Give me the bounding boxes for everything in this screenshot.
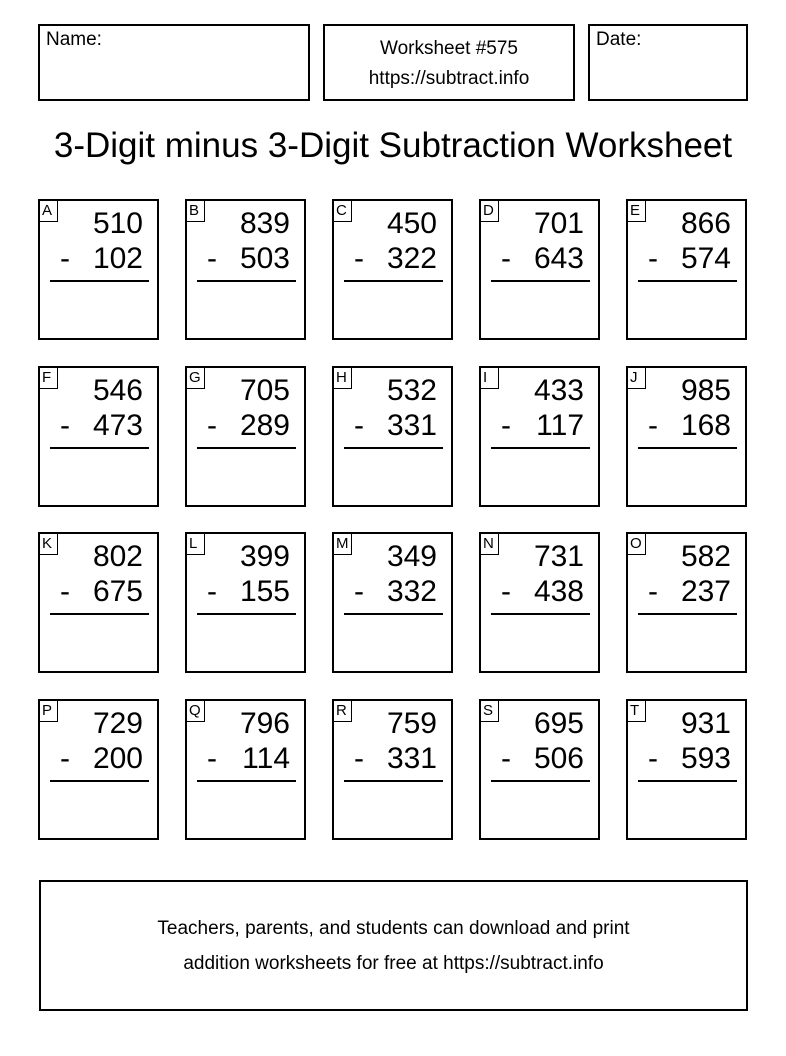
problem-label: P <box>38 699 58 722</box>
answer-rule <box>50 280 149 282</box>
problem-card <box>185 699 306 840</box>
answer-rule <box>50 613 149 615</box>
worksheet-url: https://subtract.info <box>368 68 530 89</box>
minuend: 839 <box>239 207 290 240</box>
problem-label: M <box>332 532 352 555</box>
answer-rule <box>50 447 149 449</box>
problem-card <box>185 199 306 340</box>
problem-card <box>479 699 600 840</box>
minuend: 546 <box>92 374 143 407</box>
problem-label: L <box>185 532 205 555</box>
problem-card <box>479 366 600 507</box>
minuend: 931 <box>680 707 731 740</box>
name-label: Name: <box>46 29 102 50</box>
problem-card <box>626 366 747 507</box>
problem-label: D <box>479 199 499 222</box>
subtrahend: 332 <box>386 575 437 608</box>
answer-rule <box>638 447 737 449</box>
answer-rule <box>638 280 737 282</box>
answer-rule <box>491 447 590 449</box>
subtrahend: 438 <box>533 575 584 608</box>
minuend: 450 <box>386 207 437 240</box>
minus-sign: - <box>501 409 511 442</box>
problem-card <box>626 699 747 840</box>
minus-sign: - <box>501 242 511 275</box>
minus-sign: - <box>354 742 364 775</box>
worksheet-title: 3-Digit minus 3-Digit Subtraction Worksheet <box>53 126 733 165</box>
problem-card <box>38 366 159 507</box>
subtrahend: 322 <box>386 242 437 275</box>
problem-card <box>479 532 600 673</box>
problem-label: J <box>626 366 646 389</box>
problem-label: A <box>38 199 58 222</box>
subtrahend: 506 <box>533 742 584 775</box>
problem-label: S <box>479 699 499 722</box>
minus-sign: - <box>60 575 70 608</box>
answer-rule <box>638 780 737 782</box>
minuend: 349 <box>386 540 437 573</box>
minuend: 701 <box>533 207 584 240</box>
problem-label: I <box>479 366 499 389</box>
subtrahend: 643 <box>533 242 584 275</box>
problem-card <box>479 199 600 340</box>
minus-sign: - <box>354 409 364 442</box>
minus-sign: - <box>60 742 70 775</box>
problem-label: C <box>332 199 352 222</box>
subtrahend: 503 <box>239 242 290 275</box>
answer-rule <box>638 613 737 615</box>
problem-label: E <box>626 199 646 222</box>
date-box <box>588 24 748 101</box>
problem-card <box>185 532 306 673</box>
problem-card <box>38 199 159 340</box>
problem-card <box>185 366 306 507</box>
footer-line-1: Teachers, parents, and students can download and print <box>157 918 630 939</box>
subtrahend: 289 <box>239 409 290 442</box>
problem-label: H <box>332 366 352 389</box>
answer-rule <box>344 780 443 782</box>
answer-rule <box>491 280 590 282</box>
minus-sign: - <box>207 242 217 275</box>
problem-card <box>332 699 453 840</box>
minuend: 802 <box>92 540 143 573</box>
minuend: 731 <box>533 540 584 573</box>
minus-sign: - <box>648 742 658 775</box>
minus-sign: - <box>354 575 364 608</box>
problem-label: K <box>38 532 58 555</box>
problem-card <box>332 199 453 340</box>
problem-card <box>38 699 159 840</box>
date-label: Date: <box>596 29 642 50</box>
answer-rule <box>491 780 590 782</box>
answer-rule <box>491 613 590 615</box>
minuend: 399 <box>239 540 290 573</box>
problem-label: G <box>185 366 205 389</box>
answer-rule <box>197 447 296 449</box>
minuend: 759 <box>386 707 437 740</box>
problem-card <box>38 532 159 673</box>
subtrahend: 117 <box>536 409 584 442</box>
problem-card <box>626 199 747 340</box>
minuend: 796 <box>239 707 290 740</box>
subtrahend: 102 <box>92 242 143 275</box>
answer-rule <box>197 613 296 615</box>
problem-label: O <box>626 532 646 555</box>
minus-sign: - <box>207 742 217 775</box>
subtrahend: 331 <box>386 742 437 775</box>
problem-label: F <box>38 366 58 389</box>
subtrahend: 237 <box>680 575 731 608</box>
problem-label: T <box>626 699 646 722</box>
problem-label: Q <box>185 699 205 722</box>
answer-rule <box>50 780 149 782</box>
minuend: 866 <box>680 207 731 240</box>
problem-card <box>626 532 747 673</box>
minus-sign: - <box>60 242 70 275</box>
minus-sign: - <box>60 409 70 442</box>
subtrahend: 200 <box>92 742 143 775</box>
subtrahend: 331 <box>386 409 437 442</box>
minus-sign: - <box>648 575 658 608</box>
subtrahend: 168 <box>680 409 731 442</box>
problem-card <box>332 366 453 507</box>
worksheet-number: Worksheet #575 <box>379 38 518 59</box>
answer-rule <box>197 780 296 782</box>
footer-box <box>39 880 748 1011</box>
problem-label: R <box>332 699 352 722</box>
subtrahend: 593 <box>680 742 731 775</box>
problem-card <box>332 532 453 673</box>
minuend: 510 <box>92 207 143 240</box>
minus-sign: - <box>648 242 658 275</box>
minuend: 705 <box>239 374 290 407</box>
answer-rule <box>344 447 443 449</box>
problem-label: B <box>185 199 205 222</box>
minuend: 695 <box>533 707 584 740</box>
minus-sign: - <box>207 409 217 442</box>
problem-label: N <box>479 532 499 555</box>
subtrahend: 675 <box>92 575 143 608</box>
minuend: 582 <box>680 540 731 573</box>
name-box <box>38 24 310 101</box>
minus-sign: - <box>207 575 217 608</box>
minus-sign: - <box>501 575 511 608</box>
subtrahend: 114 <box>242 742 290 775</box>
subtrahend: 155 <box>239 575 290 608</box>
minuend: 532 <box>386 374 437 407</box>
minuend: 433 <box>533 374 584 407</box>
subtrahend: 574 <box>680 242 731 275</box>
minus-sign: - <box>501 742 511 775</box>
minuend: 985 <box>680 374 731 407</box>
minus-sign: - <box>648 409 658 442</box>
worksheet-info-box <box>323 24 575 101</box>
subtrahend: 473 <box>92 409 143 442</box>
minus-sign: - <box>354 242 364 275</box>
answer-rule <box>197 280 296 282</box>
minuend: 729 <box>92 707 143 740</box>
answer-rule <box>344 613 443 615</box>
footer-line-2: addition worksheets for free at https://subtract.info <box>183 953 604 974</box>
answer-rule <box>344 280 443 282</box>
